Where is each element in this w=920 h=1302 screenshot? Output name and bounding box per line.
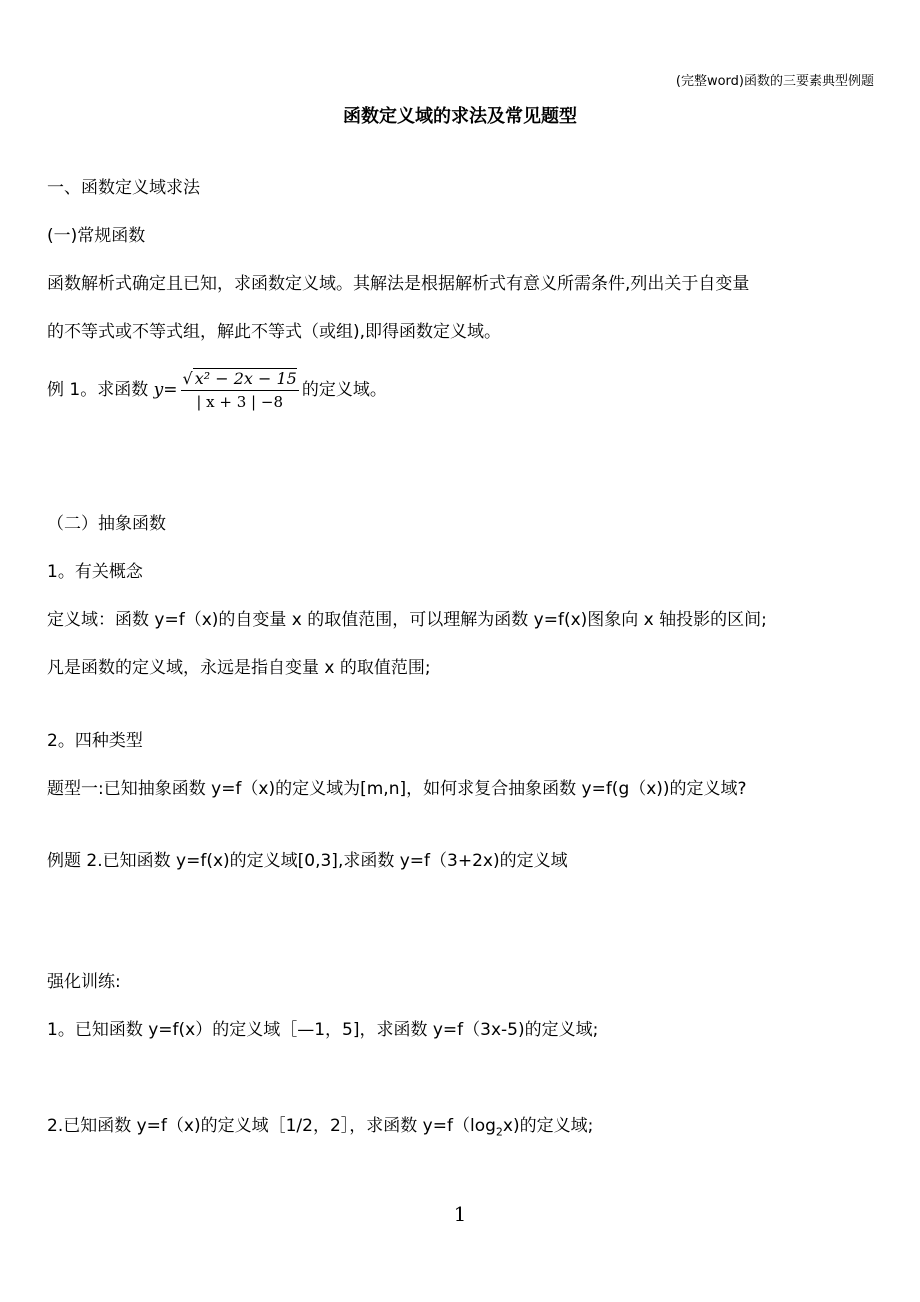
fraction-numerator — [181, 369, 299, 391]
fraction-denominator: | x + 3 | −8 — [196, 393, 283, 411]
example-1-prefix: 例 1。求函数 — [47, 380, 149, 400]
concept-line-1: 定义域：函数 y=f（x)的自变量 x 的取值范围，可以理解为函数 y=f(x)图象向 x 轴投影的区间; — [47, 610, 767, 630]
page-header: (完整word)函数的三要素典型例题 — [675, 74, 874, 89]
section-heading-methods: 一、函数定义域求法 — [47, 178, 200, 198]
sqrt-radicand: x² − 2x − 15 — [194, 369, 297, 388]
log-base: 2 — [495, 1125, 503, 1139]
example-1-fraction — [181, 369, 299, 411]
sqrt-icon: √ — [182, 369, 193, 388]
example-1 — [47, 366, 387, 414]
example-1-suffix: 的定义域。 — [301, 380, 387, 400]
concept-line-2: 凡是函数的定义域，永远是指自变量 x 的取值范围; — [47, 658, 431, 678]
example-1-equals: = — [163, 380, 178, 400]
type-1-description: 题型一:已知抽象函数 y=f（x)的定义域为[m,n]，如何求复合抽象函数 y=f(g（x))的定义域? — [47, 779, 747, 799]
example-2: 例题 2.已知函数 y=f(x)的定义域[0,3],求函数 y=f（3+2x)的定义域 — [47, 851, 568, 871]
paragraph-line-2: 的不等式或不等式组，解此不等式（或组),即得函数定义域。 — [47, 322, 502, 342]
subsection-heading-abstract-functions: （二）抽象函数 — [47, 514, 166, 534]
practice-heading: 强化训练: — [47, 972, 121, 992]
concept-heading: 1。有关概念 — [47, 562, 143, 582]
practice-item-2 — [47, 1114, 593, 1144]
practice-item-1: 1。已知函数 y=f(x）的定义域［—1，5]，求函数 y=f（3x-5)的定义域; — [47, 1020, 599, 1040]
subsection-heading-regular-functions: (一)常规函数 — [47, 226, 146, 246]
practice-item-2-suffix: x)的定义域; — [502, 1116, 594, 1136]
types-heading: 2。四种类型 — [47, 731, 143, 751]
page-title: 函数定义域的求法及常见题型 — [343, 106, 577, 127]
practice-item-2-prefix: 2.已知函数 y=f（x)的定义域［1/2，2］，求函数 y=f（log — [47, 1116, 496, 1136]
page-number: 1 — [453, 1202, 467, 1226]
paragraph-line-1: 函数解析式确定且已知，求函数定义域。其解法是根据解析式有意义所需条件,列出关于自变量 — [47, 274, 750, 294]
example-1-variable: y — [153, 380, 164, 400]
